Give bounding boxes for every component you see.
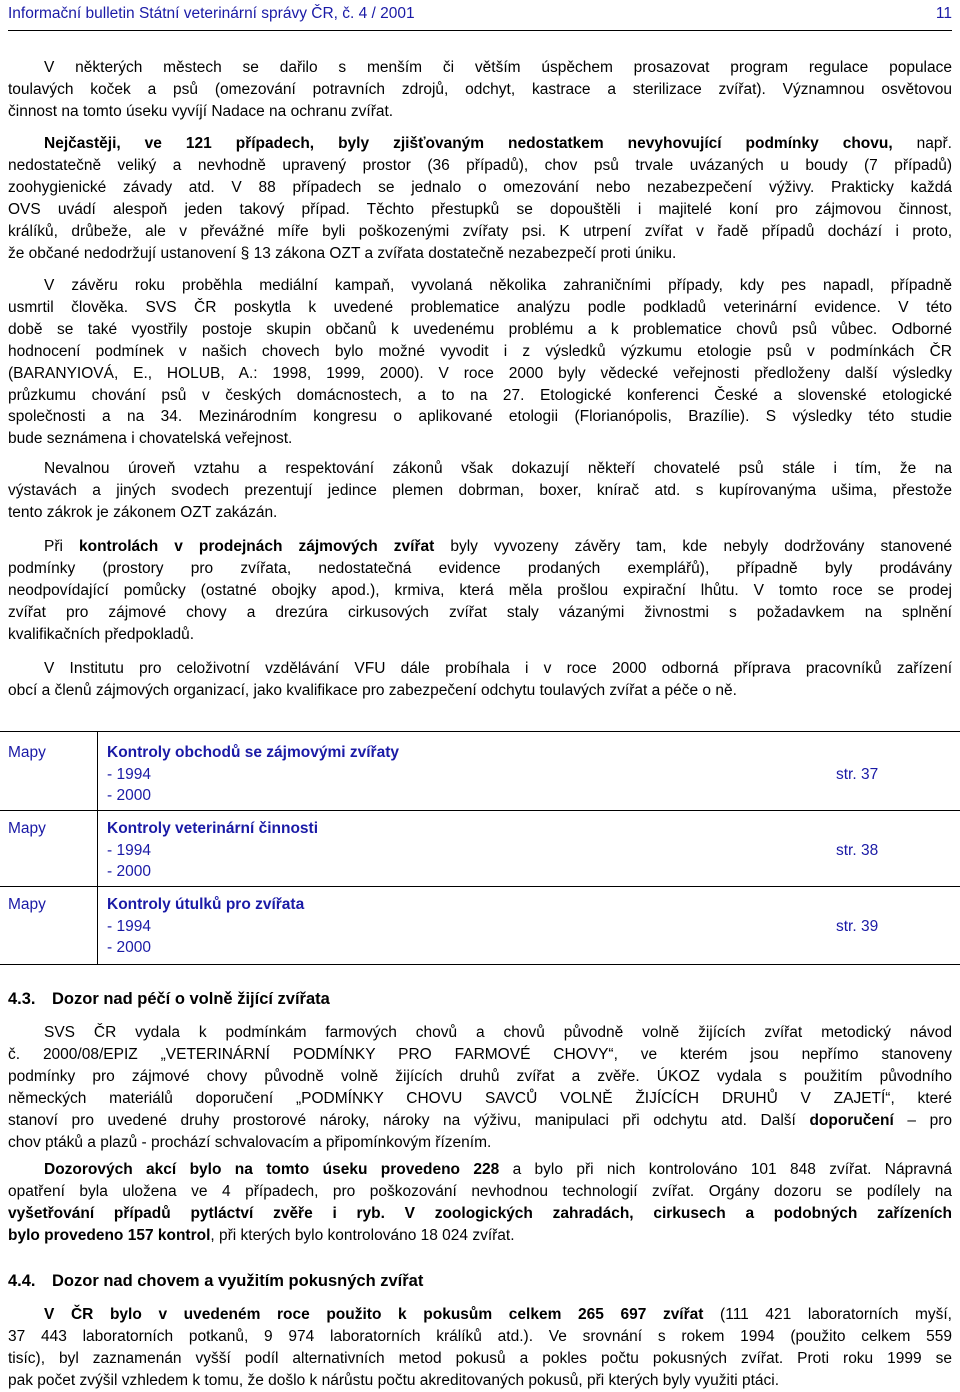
text-line	[8, 536, 952, 558]
map-year-link[interactable]: - 2000	[107, 863, 151, 880]
text-line: podmínky (prostory pro zvířata, nedostatečná evidence prodaných exemplářů), případně byly prodávány	[8, 559, 952, 577]
bold-phrase: Nejčastěji, ve 121 případech, byly zjišťovaným nedostatkem nevyhovující podmínky chovu,	[44, 135, 893, 152]
text-line: německých materiálů doporučení „PODMÍNKY CHOVU SAVCŮ VOLNĚ ŽIJÍCÍCH DRUHŮ V ZAJETÍ“, které	[8, 1089, 952, 1107]
text-line: usmrtil člověka. SVS ČR poskytla k uvedené problematice analýzu podle podkladů veterinární evidence. V této	[8, 298, 952, 316]
text-line: tento zákrok je zákonem OZT zakázán.	[8, 503, 278, 521]
text-fragment: (111 421 laboratorních myší,	[703, 1306, 952, 1323]
map-year-link[interactable]: - 2000	[107, 787, 151, 804]
text-line	[8, 1304, 952, 1326]
map-page-ref[interactable]: str. 38	[836, 842, 879, 859]
text-line	[8, 133, 952, 155]
bold-phrase: doporučení	[809, 1111, 894, 1129]
text-fragment: Při	[44, 538, 79, 555]
text-fragment: byly vyvozeny závěry tam, kde nebyly dodržovány stanovené	[434, 538, 952, 555]
text-line	[8, 1225, 952, 1247]
maps-link[interactable]: Mapy	[8, 820, 46, 837]
text-fragment: a bylo při nich kontrolováno 101 848 zvířat. Nápravná	[499, 1161, 953, 1178]
text-line: tisíc), byl zaznamenán vyšší podíl alternativních metod pokusů a pokles počtu pokusných zvířat. Proti roku 1999 se	[8, 1349, 952, 1367]
bold-phrase: kontrolách v prodejnách zájmových zvířat	[78, 538, 435, 555]
page-number: 11	[935, 5, 952, 22]
text-line: zvířat pro zájmové chovy a drezúra cirkusových zvířat staly vázanými živnostmi s požadavkem na splnění	[8, 603, 952, 621]
text-line: (BARANYIOVÁ, E., HOLUB, A.: 1998, 1999, 2000). V roce 2000 byly vědecké veřejnosti předloženy další výsledky	[8, 364, 952, 382]
map-page-ref[interactable]: str. 37	[836, 766, 879, 783]
paragraph-wild-animals	[8, 1022, 952, 1153]
text-line	[8, 1159, 952, 1181]
text-line: opatření byla uložena ve 4 případech, pro poškozování nevhodnou technologií zvířat. Orgány dozoru se podílely na	[8, 1182, 952, 1200]
text-line: neodpovídající pomůcky (ostatné obojky apod.), krmiva, která měla prošlou expirační lhůtu. V tomto roce se prodej	[8, 581, 952, 599]
map-year-link[interactable]: - 1994	[107, 766, 151, 783]
paragraph-cropping	[8, 458, 952, 524]
section-heading-4-4	[8, 1271, 423, 1291]
text-line: že občané nedodržují ustanovení § 13 zákona OZT a zvířata dostatečně nezabezpečí proti úniku.	[8, 244, 677, 262]
bold-phrase: Dozorových akcí bylo na tomto úseku provedeno 228	[44, 1161, 500, 1178]
map-title-link[interactable]: Kontroly veterinární činnosti	[107, 820, 319, 837]
running-header	[8, 5, 952, 23]
text-fragment: , při kterých bylo kontrolováno 18 024 zvířat.	[210, 1226, 515, 1244]
maps-table	[0, 731, 960, 965]
section-heading-4-3	[8, 989, 330, 1009]
text-line: pak počet zvýšil vzhledem k tomu, že došlo k nárůstu počtu akreditovaných pokusů, při kterých byly využiti ptáci.	[8, 1371, 780, 1389]
maps-link[interactable]: Mapy	[8, 744, 46, 761]
maps-link[interactable]: Mapy	[8, 896, 46, 913]
text-line: V závěru roku proběhla mediální kampaň, vyvolaná několika zahraničními případy, kdy pes napadl, případně	[44, 277, 952, 294]
map-title-link[interactable]: Kontroly obchodů se zájmovými zvířaty	[107, 744, 399, 761]
text-line: činnost na tomto úseku vyvíjí Nadace na ochranu zvířat.	[8, 102, 394, 120]
text-line: kvalifikačních předpokladů.	[8, 625, 195, 643]
text-line: toulavých koček a psů (omezování potravních zdrojů, odchyt, kastrace a sterilizace zvířat). Významnou osvětovou	[8, 80, 952, 98]
map-year-link[interactable]: - 1994	[107, 842, 151, 859]
table-divider	[0, 810, 960, 811]
text-line: králíků, drůbeže, ale v převážné míře byli poškozenými zvířaty psi. K utrpení zvířat v řadě případů dochází i proto,	[8, 222, 952, 240]
text-line: společnosti a na 34. Mezinárodním kongresu o aplikované etologii (Florianópolis, Brazílie). S výsledky této studie	[8, 408, 952, 426]
text-line: zoohygienické závady atd. V 88 případech se jednalo o omezování nebo nezabezpečení výživy. Prakticky každá	[8, 178, 952, 196]
text-line: době se také vyostřily postoje skupin občanů k uvedenému problému a k problematice chovů psů vůbec. Odborné	[8, 320, 952, 338]
text-line: chov ptáků a plazů - prochází schvalovacím a připomínkovým řízením.	[8, 1133, 492, 1151]
text-line	[8, 1110, 952, 1132]
map-page-ref[interactable]: str. 39	[836, 918, 879, 935]
paragraph-violations	[8, 133, 952, 264]
paragraph-vfu-institute	[8, 658, 952, 702]
bold-phrase: vyšetřování případů pytláctví zvěře i ryb. V zoologických zahradách, cirkusech a podobných zařízeních	[8, 1204, 952, 1222]
header-divider	[8, 30, 952, 31]
text-fragment: např.	[892, 135, 952, 152]
text-line: hodnocení podmínek v našich chovech bylo možné vyvodit i z výsledků výzkumu etologie psů v podmínkách ČR	[8, 342, 952, 360]
text-line: SVS ČR vydala k podmínkám farmových chovů a chovů původně volně žijících zvířat metodický návod	[44, 1024, 952, 1041]
text-line: Nevalnou úroveň vztahu a respektování zákonů však dokazují někteří chovatelé psů stále i tím, že na	[44, 460, 952, 477]
text-line: bude seznámena i chovatelská veřejnost.	[8, 430, 293, 448]
text-line: podmínky pro zájmové chovy původně volně žijících druhů zvířat a zvěře. ÚKOZ vydala s použitím původního	[8, 1067, 952, 1085]
paragraph-lab-animals	[8, 1304, 952, 1392]
text-line: V některých městech se dařilo s menším či větším úspěchem prosazovat program regulace populace	[44, 59, 952, 76]
text-line: V Institutu pro celoživotní vzdělávání VFU dále probíhala i v roce 2000 odborná příprava pracovníků zařízení	[44, 660, 952, 677]
text-fragment: – pro	[893, 1111, 952, 1129]
text-line: průzkumu chování psů v českých domácnostech, a to na 27. Etologické konferenci České a slovenské etologické	[8, 386, 952, 404]
text-line: nedostatečně veliký a nevhodně upravený prostor (36 případů), chov psů trvale uvázaných u boudy (7 případů)	[8, 156, 952, 174]
text-line: obcí a členů zájmových organizací, jako kvalifikace pro zabezpečení odchytu toulavých zvířat a péče o ně.	[8, 681, 737, 699]
paragraph-media-campaign	[8, 275, 952, 450]
table-divider	[97, 732, 98, 964]
section-number: 4.4.	[8, 1272, 36, 1290]
bulletin-title: Informační bulletin Státní veterinární správy ČR, č. 4 / 2001	[8, 5, 415, 22]
bold-phrase: bylo provedeno 157 kontrol	[8, 1226, 211, 1244]
paragraph-city-regulation	[8, 57, 952, 123]
paragraph-pet-shops	[8, 536, 952, 646]
bold-phrase: V ČR bylo v uvedeném roce použito k pokusům celkem 265 697 zvířat	[44, 1306, 704, 1323]
section-title: Dozor nad chovem a využitím pokusných zvířat	[52, 1272, 424, 1290]
table-divider	[0, 886, 960, 887]
map-year-link[interactable]: - 1994	[107, 918, 151, 935]
map-title-link[interactable]: Kontroly útulků pro zvířata	[107, 896, 305, 913]
text-line	[8, 1203, 952, 1225]
text-fragment: stanoví pro uvedené druhy prostorové nároky, nároky na výživu, manipulaci při odchytu atd. Další	[8, 1111, 810, 1129]
section-title: Dozor nad péčí o volně žijící zvířata	[52, 990, 330, 1008]
section-number: 4.3.	[8, 990, 36, 1008]
map-year-link[interactable]: - 2000	[107, 939, 151, 956]
text-line: výstavách a jiných svodech prezentují jedince plemen dobrman, boxer, knírač atd. s kupírovanýma ušima, přestože	[8, 481, 952, 499]
text-line: OVS uvádí alespoň jeden takový případ. Těchto přestupků se dopouštěli i majitelé koní pro zájmovou činnost,	[8, 200, 952, 218]
text-line: č. 2000/08/EPIZ „VETERINÁRNÍ PODMÍNKY PRO FARMOVÉ CHOVY“, ve kterém jsou nepřímo stanoveny	[8, 1045, 952, 1063]
paragraph-supervision-actions	[8, 1159, 952, 1247]
text-line: 37 443 laboratorních potkanů, 9 974 laboratorních králíků atd.). Ve srovnání s rokem 1994 (použito celkem 559	[8, 1327, 952, 1345]
